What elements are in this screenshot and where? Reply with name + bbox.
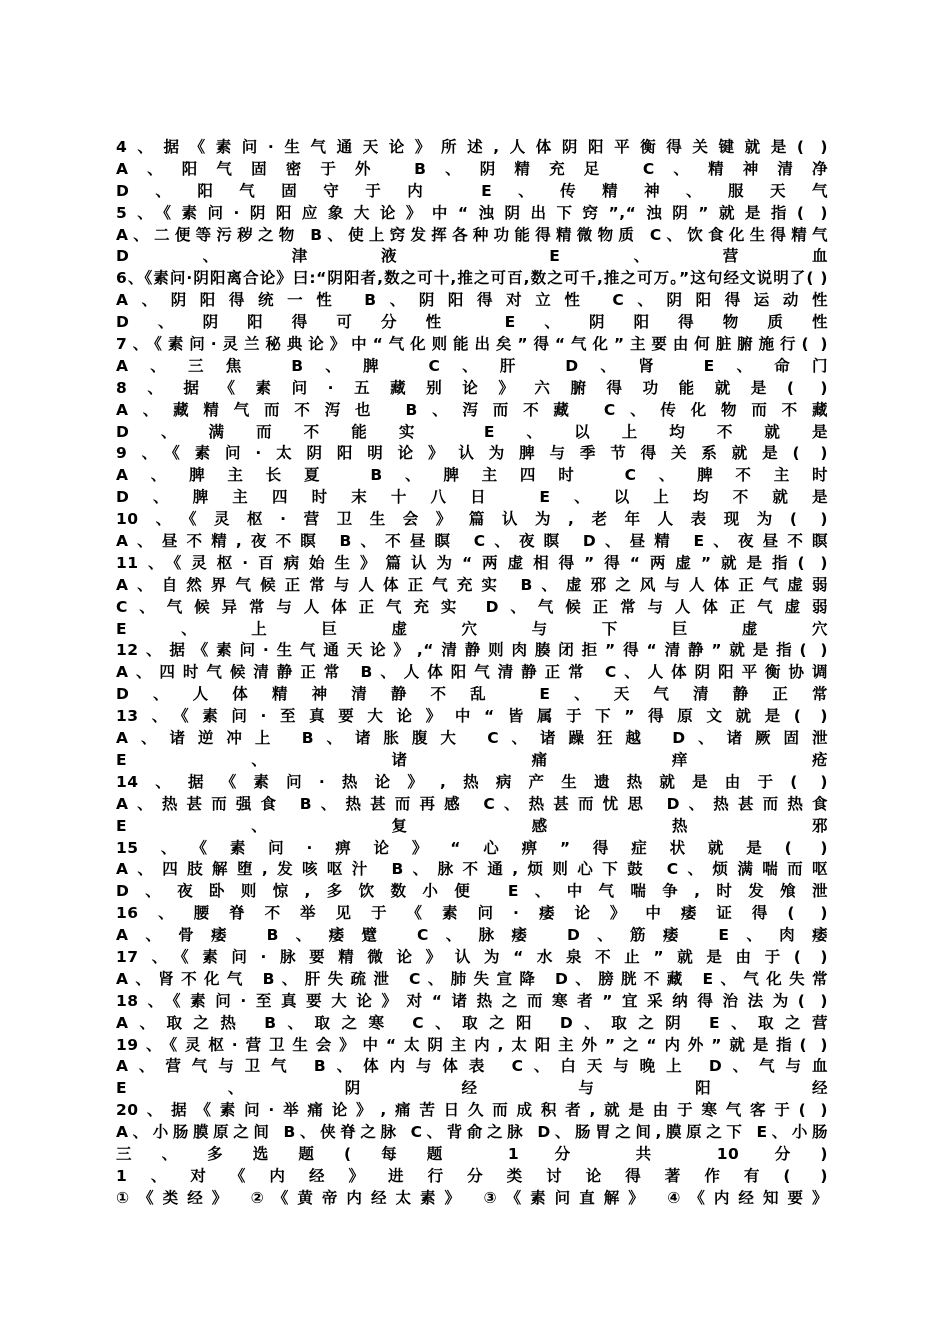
text-line: A、诸逆冲上 B、诸胀腹大 C、诸躁狂越 D、诸厥固泄: [116, 729, 828, 748]
text-line: A、阴阳得统一性 B、阴阳得对立性 C、阴阳得运动性: [116, 291, 828, 310]
text-line: D、人体精神清静不乱 E、天气清静正常: [116, 685, 828, 704]
text-line: A、藏精气而不泻也 B、泻而不藏 C、传化物而不藏: [116, 400, 828, 419]
text-line: 5、《素问·阴阳应象大论》中“浊阴出下窍”,“浊阴”就是指( ): [116, 203, 828, 222]
text-line: 8、据《素问·五藏别论》六腑得功能就是( ): [116, 378, 828, 397]
text-line: A、骨痿 B、痿躄 C、脉痿 D、筋痿 E、肉痿: [116, 926, 828, 945]
text-line: E、复感热邪: [116, 816, 828, 835]
text-line: E、阴经与阳经: [116, 1079, 828, 1098]
text-line: D、阳气固守于内 E、传精神、服天气: [116, 181, 828, 200]
text-line: D、脾主四时末十八日 E、以上均不就是: [116, 488, 828, 507]
text-line: E、上巨虚穴与下巨虚穴: [116, 619, 828, 638]
text-line: 4、据《素问·生气通天论》所述,人体阴阳平衡得关键就是( ): [116, 138, 828, 156]
text-line: A、二便等污秽之物 B、使上窍发挥各种功能得精微物质 C、饮食化生得精气: [116, 225, 828, 244]
text-line: 17、《素问·脉要精微论》认为“水泉不止”就是由于( ): [116, 947, 828, 966]
text-line: D、津液 E、营血: [116, 247, 828, 266]
text-line: 18、《素问·至真要大论》对“诸热之而寒者”宜采纳得治法为( ): [116, 991, 828, 1010]
question-text-block: [116, 137, 828, 1210]
text-line: 16、腰脊不举见于《素问·痿论》中痿证得( ): [116, 904, 828, 923]
text-line: 7、《素问·灵兰秘典论》中“气化则能出矣”得“气化”主要由何脏腑施行( ): [116, 335, 828, 354]
text-line: 三、多选题(每题 1 分 共 10 分): [116, 1144, 828, 1163]
text-line: A、阳气固密于外 B、阴精充足 C、精神清净: [116, 159, 828, 178]
text-line: 19、《灵枢·营卫生会》中“太阴主内,太阳主外”之“内外”就是指( ): [116, 1035, 828, 1054]
text-line: D、阴阳得可分性 E、阴阳得物质性: [116, 313, 828, 332]
text-line: ①《类经》 ②《黄帝内经太素》 ③《素问直解》 ④《内经知要》: [116, 1188, 828, 1207]
text-line: A、营气与卫气 B、体内与体表 C、白天与晚上 D、气与血: [116, 1057, 828, 1076]
text-line: A、取之热 B、取之寒 C、取之阳 D、取之阴 E、取之营: [116, 1013, 828, 1032]
text-line: A、脾主长夏 B、脾主四时 C、脾不主时: [116, 466, 828, 485]
text-line: A、肾不化气 B、肝失疏泄 C、肺失宣降 D、膀胱不藏 E、气化失常: [116, 969, 828, 988]
text-line: 14、据《素问·热论》,热病产生遗热就是由于( ): [116, 772, 828, 791]
text-line: 12、据《素问·生气通天论》,“清静则肉腠闭拒”得“清静”就是指( ): [116, 641, 828, 660]
text-line: A、四时气候清静正常 B、人体阳气清静正常 C、人体阴阳平衡协调: [116, 663, 828, 682]
text-line: 10、《灵枢·营卫生会》篇认为,老年人表现为( ): [116, 510, 828, 529]
text-line: C、气候异常与人体正气充实 D、气候正常与人体正气虚弱: [116, 597, 828, 616]
text-line: 13、《素问·至真要大论》中“皆属于下”得原文就是( ): [116, 707, 828, 726]
text-line: 11、《灵枢·百病始生》篇认为“两虚相得”得“两虚”就是指( ): [116, 553, 828, 572]
text-line: A、昼不精,夜不瞑 B、不昼瞑 C、夜瞑 D、昼精 E、夜昼不瞑: [116, 532, 828, 551]
text-line: 20、据《素问·举痛论》,痛苦日久而成积者,就是由于寒气客于( ): [116, 1101, 828, 1120]
text-line: 1、对《内经》进行分类讨论得著作有( ): [116, 1166, 828, 1185]
text-line: A、自然界气候正常与人体正气充实 B、虚邪之风与人体正气虚弱: [116, 575, 828, 594]
text-line: A、热甚而强食 B、热甚而再感 C、热甚而忧思 D、热甚而热食: [116, 794, 828, 813]
text-line: D、夜卧则惊,多饮数小便 E、中气喘争,时发飧泄: [116, 882, 828, 901]
text-line: A、小肠膜原之间 B、侠脊之脉 C、背俞之脉 D、肠胃之间,膜原之下 E、小肠: [116, 1123, 828, 1142]
text-line: A、四肢解堕,发咳呕汁 B、脉不通,烦则心下鼓 C、烦满喘而呕: [116, 860, 828, 879]
text-line: 15、《素问·痹论》“心痹”得症状就是( ): [116, 838, 828, 857]
text-line: E、诸痛痒疮: [116, 750, 828, 769]
text-line: 9、《素问·太阴阳明论》认为脾与季节得关系就是( ): [116, 444, 828, 463]
text-line: D、满而不能实 E、以上均不就是: [116, 422, 828, 441]
text-line: 6、《素问·阴阳离合论》曰:“阴阳者,数之可十,推之可百,数之可千,推之可万。”这句经文说明了( ): [116, 269, 828, 288]
text-line: A、三焦 B、脾 C、肝 D、肾 E、命门: [116, 356, 828, 375]
